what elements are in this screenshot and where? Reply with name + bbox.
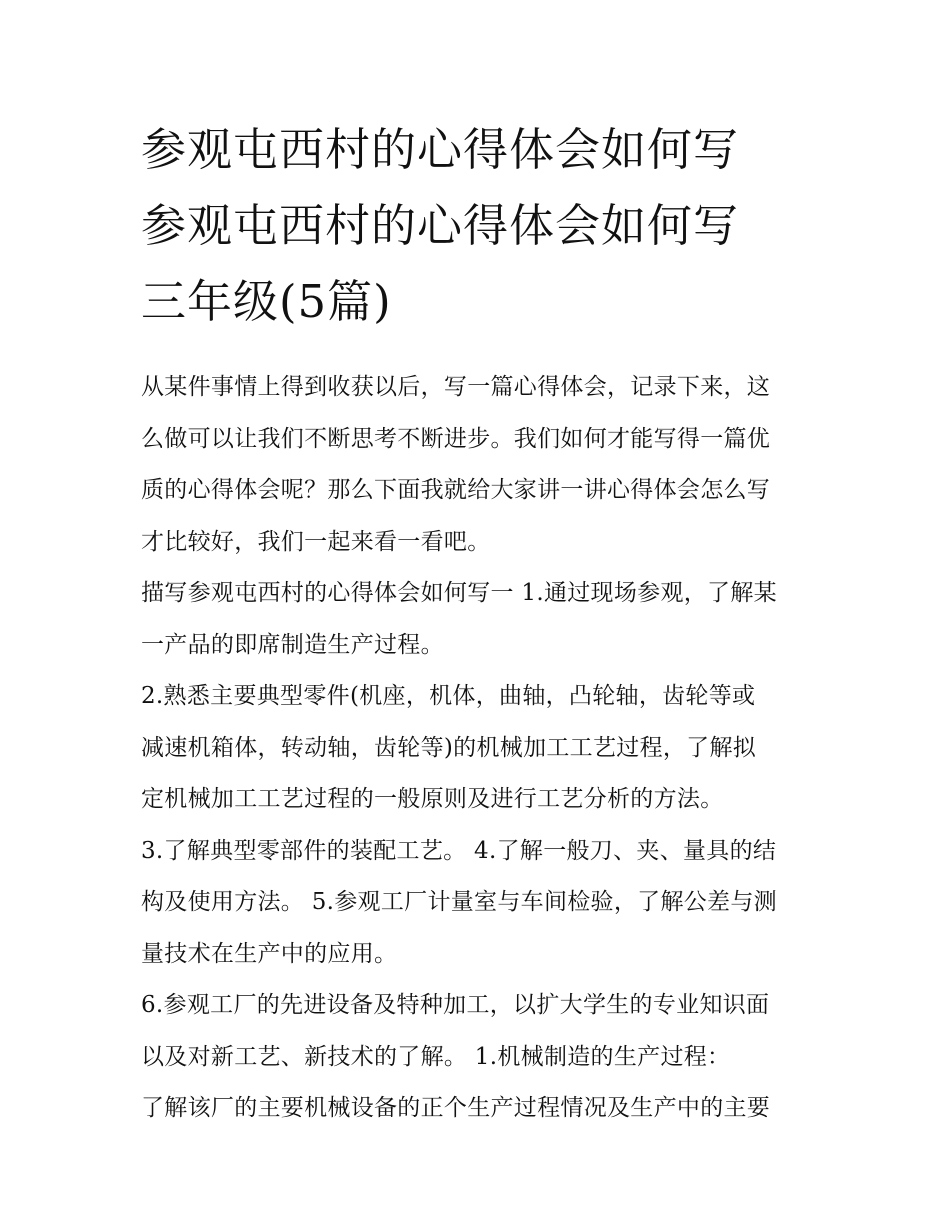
paragraph-item-6 xyxy=(141,980,840,1083)
text-line: 描写参观屯西村的心得体会如何写一 1.通过现场参观，了解某 xyxy=(141,580,777,606)
text-line: 3.了解典型零部件的装配工艺。 4.了解一般刀、夹、量具的结 xyxy=(141,837,777,864)
text-line: 6.参观工厂的先进设备及特种加工，以扩大学生的专业知识面 xyxy=(141,992,770,1018)
text-line: 2.熟悉主要典型零件(机座，机体，曲轴，凸轮轴，齿轮等或 xyxy=(141,683,756,709)
text-line: 减速机箱体，转动轴，齿轮等)的机械加工工艺过程，了解拟 xyxy=(141,734,757,761)
text-line: 构及使用方法。 5.参观工厂计量室与车间检验，了解公差与测 xyxy=(141,889,777,915)
text-line: 定机械加工工艺过程的一般原则及进行工艺分析的方法。 xyxy=(141,786,724,812)
paragraph-intro xyxy=(141,362,840,568)
text-line: 从某件事情上得到收获以后，写一篇心得体会，记录下来，这 xyxy=(141,374,771,400)
document-title xyxy=(141,112,840,340)
text-line: 一产品的即席制造生产过程。 xyxy=(141,631,444,658)
text-line: 了解该厂的主要机械设备的正个生产过程情况及生产中的主要 xyxy=(141,1095,771,1121)
text-line: 质的心得体会呢？那么下面我就给大家讲一讲心得体会怎么写 xyxy=(141,477,771,503)
title-line: 三年级(5篇) xyxy=(141,275,392,328)
title-line: 参观屯西村的心得体会如何写 xyxy=(141,199,740,252)
paragraph-process xyxy=(141,1083,840,1135)
title-line: 参观屯西村的心得体会如何写 xyxy=(141,123,740,176)
text-line: 量技术在生产中的应用。 xyxy=(141,940,398,967)
paragraph-item-2 xyxy=(141,671,840,826)
text-line: 么做可以让我们不断思考不断进步。我们如何才能写得一篇优 xyxy=(141,425,771,452)
text-line: 才比较好，我们一起来看一看吧。 xyxy=(141,528,491,555)
paragraph-items-3-5 xyxy=(141,826,840,981)
document-body xyxy=(141,362,840,1135)
paragraph-section-one xyxy=(141,568,840,671)
text-line: 以及对新工艺、新技术的了解。 1.机械制造的生产过程： xyxy=(141,1043,731,1070)
